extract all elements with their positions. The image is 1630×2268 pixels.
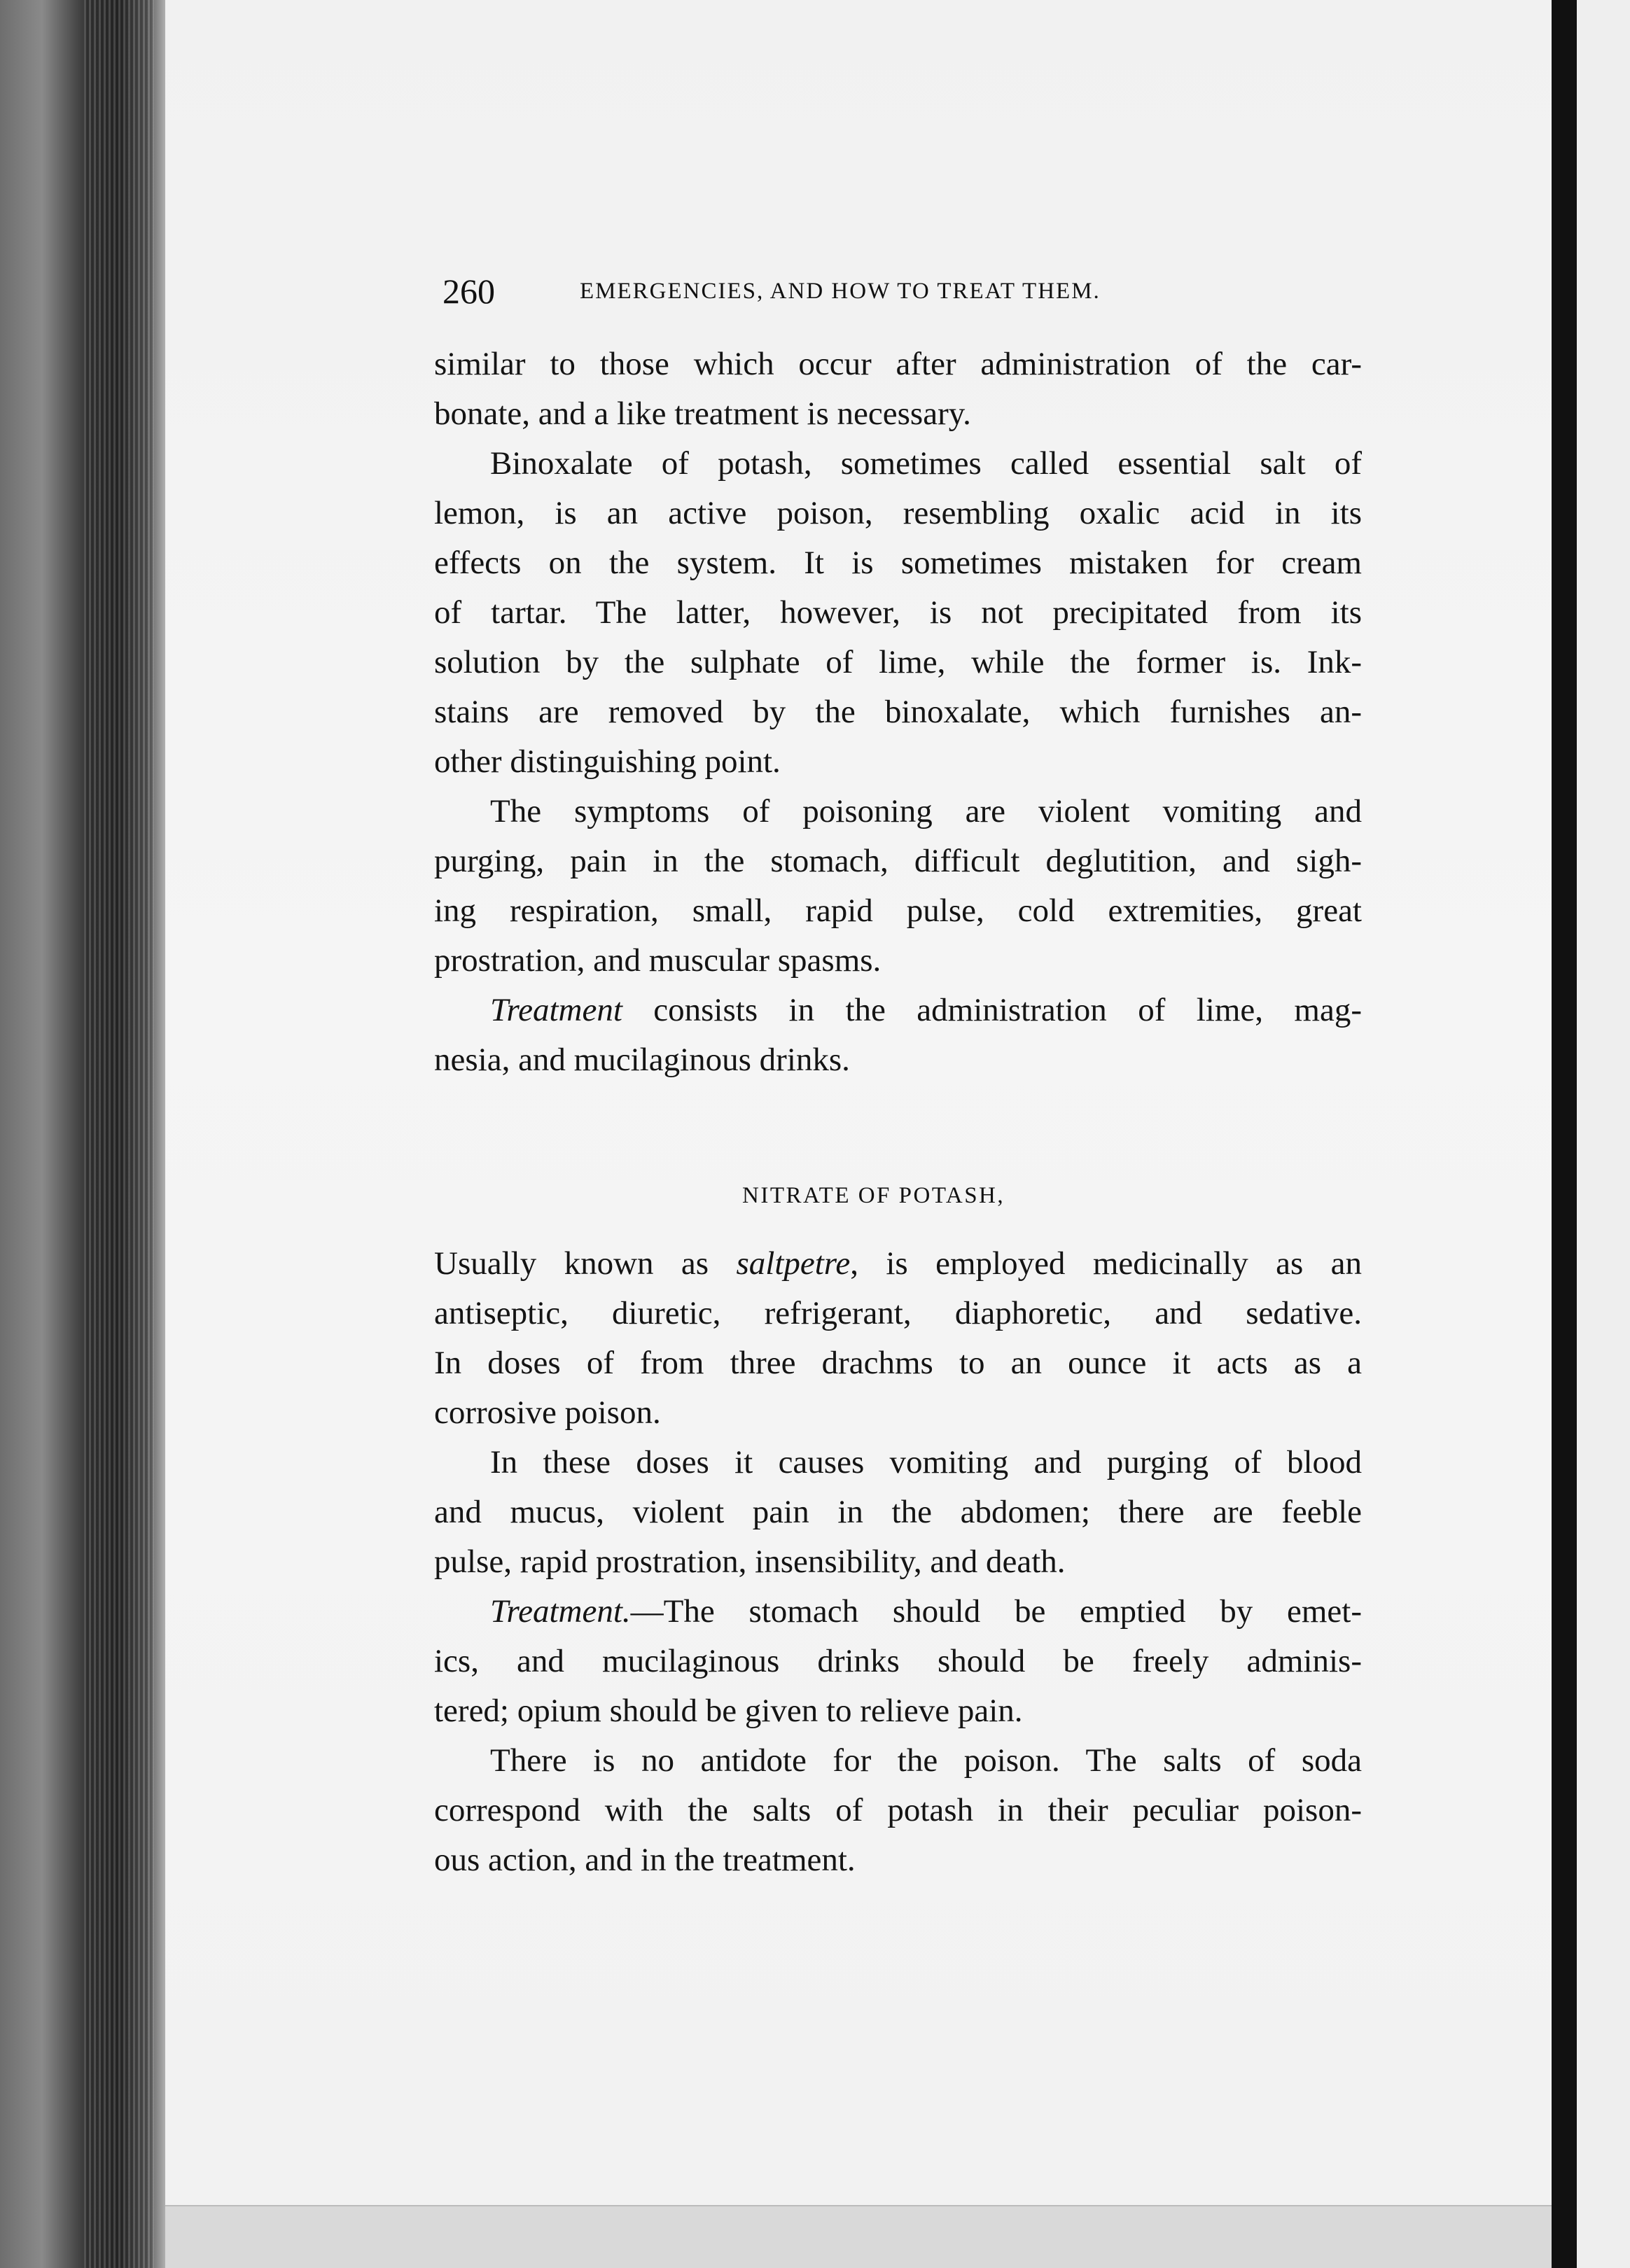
section-heading: NITRATE OF POTASH,	[742, 1183, 1005, 1208]
italic-term: Treatment	[490, 992, 622, 1028]
text-line	[434, 986, 1362, 1035]
binding-page-edges	[84, 0, 154, 2268]
text-line: effects on the system. It is sometimes mistaken for cream	[434, 545, 1362, 581]
text-line: corrosive poison.	[434, 1394, 661, 1431]
text-line: pulse, rapid prostration, insensibility, and death.	[434, 1544, 1066, 1580]
text-line: ous action, and in the treatment.	[434, 1842, 856, 1878]
italic-term: Treatment.	[490, 1593, 631, 1630]
text-line: other distinguishing point.	[434, 743, 781, 780]
running-title: EMERGENCIES, AND HOW TO TREAT THEM.	[580, 279, 1101, 304]
text-line: lemon, is an active poison, resembling oxalic acid in its	[434, 495, 1362, 531]
text-line: There is no antidote for the poison. The salts of soda	[490, 1742, 1362, 1779]
paragraph-block-nitrate	[434, 1239, 1362, 1885]
text-line: In these doses it causes vomiting and purging of blood	[490, 1444, 1362, 1480]
text-line: solution by the sulphate of lime, while the former is. Ink-	[434, 644, 1362, 680]
facing-page-edge	[1577, 0, 1630, 2268]
text-line: ing respiration, small, rapid pulse, cold extremities, great	[434, 892, 1362, 929]
page-number: 260	[443, 272, 495, 311]
text-line: nesia, and mucilaginous drinks.	[434, 1042, 850, 1078]
text-fragment: —The stomach should be emptied by emet-	[630, 1593, 1362, 1630]
text-fragment: Usually known as	[434, 1245, 737, 1282]
text-line: correspond with the salts of potash in their peculiar poison-	[434, 1792, 1362, 1828]
paragraph-block-binoxalate	[434, 340, 1362, 1085]
right-gutter-shadow	[1552, 0, 1577, 2268]
text-line: purging, pain in the stomach, difficult deglutition, and sigh-	[434, 843, 1362, 879]
text-fragment: consists in the administration of lime, mag-	[622, 992, 1362, 1028]
text-fragment: , is employed medicinally as an	[850, 1245, 1362, 1282]
page-bottom-edge	[165, 2205, 1552, 2268]
text-line: stains are removed by the binoxalate, which furnishes an-	[434, 694, 1362, 730]
italic-term: saltpetre	[736, 1245, 851, 1282]
text-line	[434, 1239, 1362, 1289]
text-line: of tartar. The latter, however, is not precipitated from its	[434, 594, 1362, 631]
text-line: antiseptic, diuretic, refrigerant, diaphoretic, and sedative.	[434, 1295, 1362, 1331]
text-line	[434, 1587, 1362, 1637]
text-line: tered; opium should be given to relieve pain.	[434, 1693, 1023, 1729]
text-line: In doses of from three drachms to an ounce it acts as a	[434, 1345, 1362, 1381]
text-line: ics, and mucilaginous drinks should be freely adminis-	[434, 1643, 1362, 1679]
text-line: prostration, and muscular spasms.	[434, 942, 882, 979]
text-line: bonate, and a like treatment is necessary.	[434, 396, 971, 432]
text-line: and mucus, violent pain in the abdomen; there are feeble	[434, 1494, 1362, 1530]
text-line: The symptoms of poisoning are violent vomiting and	[490, 793, 1362, 830]
text-line: Binoxalate of potash, sometimes called essential salt of	[490, 445, 1362, 482]
running-head	[443, 270, 1213, 312]
text-line: similar to those which occur after administration of the car-	[434, 346, 1362, 382]
